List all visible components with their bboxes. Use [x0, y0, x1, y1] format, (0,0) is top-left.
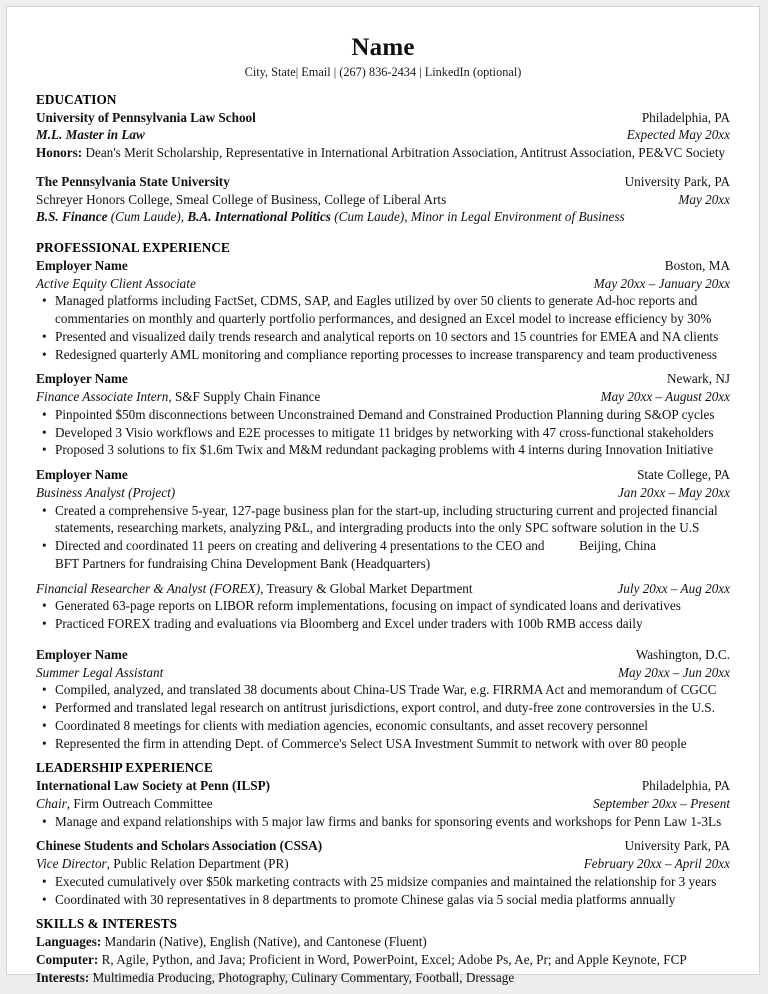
contact-line: City, State| Email | (267) 836-2434 | LinkedIn (optional) [244, 65, 522, 80]
job-bullet-location-row [55, 537, 730, 573]
job-role-title: Business Analyst (Project) [36, 484, 176, 500]
candidate-name: Name [351, 34, 415, 61]
education-degree: M.L. Master in Law [36, 127, 145, 143]
job-employer: Employer Name [36, 257, 128, 273]
leadership-bullet: • Coordinated with 30 representatives in 8 departments to promote Chinese galas via 5 social media platforms annually [36, 891, 730, 909]
job-employer: Employer Name [36, 467, 128, 483]
education-colleges-dates: May 20xx [678, 191, 730, 207]
job-subrole-bullet-list [36, 597, 730, 633]
resume-content [7, 7, 759, 986]
job-header [36, 370, 730, 388]
skills-value-interests: Multimedia Producing, Photography, Culinary Commentary, Football, Dressage [89, 969, 515, 985]
resume-page [6, 6, 760, 985]
job-subrole [36, 580, 483, 598]
education-school-name: University of Pennsylvania Law School [36, 109, 256, 125]
job-role-row [36, 275, 730, 293]
job-dates: May 20xx – Jun 20xx [617, 664, 730, 680]
job-role [36, 484, 185, 502]
job-role-title: Summer Legal Assistant [36, 664, 164, 680]
job-bullet: • Performed and translated legal research on antitrust jurisdictions, export control, and duty-free zone controversies in the U.S. [36, 699, 730, 717]
section-heading-skills-interests: SKILLS & INTERESTS [36, 916, 178, 932]
education-honors-label: Honors: [36, 145, 83, 161]
leadership-dates: September 20xx – Present [593, 795, 730, 811]
job-bullet: • Pinpointed $50m disconnections between Unconstrained Demand and Constrained Production Planning during S&OP cycles [36, 406, 730, 424]
job-employer: Employer Name [36, 371, 128, 387]
job-bullet: • Proposed 3 solutions to fix $1.6m Twix and M&M redundant packaging problems with 4 interns during Innovation Initiative [36, 441, 730, 459]
education-school-location: Philadelphia, PA [641, 109, 730, 125]
job-subrole-row [36, 580, 730, 598]
job-role-row [36, 664, 730, 682]
job-dates: May 20xx – August 20xx [600, 389, 730, 405]
education-school-name: The Pennsylvania State University [36, 173, 230, 189]
job-bullet: • Practiced FOREX trading and evaluations via Bloomberg and Excel under traders with 100b RMB access daily [36, 615, 730, 633]
job-bullet: • Developed 3 Visio workflows and E2E processes to mitigate 11 bridges by networking with 47 cross-functional stakeholders [36, 424, 730, 442]
education-degree-primary-honor: (Cum Laude) [110, 209, 181, 225]
education-degree-secondary: B.A. International Politics [187, 209, 335, 225]
job-bullet-with-location [36, 537, 730, 573]
job-location: Washington, D.C. [635, 646, 730, 662]
education-honors-row [36, 144, 730, 162]
leadership-header [36, 837, 730, 855]
leadership-bullet: • Executed cumulatively over $50k marketing contracts with 25 midsize companies and maintained the relationship for 3 years [36, 873, 730, 891]
section-heading-education: EDUCATION [36, 92, 117, 107]
skills-row-interests [36, 969, 730, 987]
leadership-header [36, 777, 730, 795]
job-bullet-list [36, 502, 730, 573]
education-degree-row [36, 126, 730, 144]
leadership-role [36, 795, 223, 813]
skills-value-computer: R, Agile, Python, and Java; Proficient in Word, PowerPoint, Excel; Adobe Ps, Ae, Pr; and Apple Keynote, FCP [98, 951, 687, 967]
education-degree-secondary-honor: (Cum Laude) [334, 209, 405, 225]
skills-row-computer [36, 951, 730, 969]
job-bullet-list [36, 406, 730, 459]
education-degree-row [36, 208, 730, 226]
job-header [36, 646, 730, 664]
job-role-row [36, 388, 730, 406]
job-bullet: • Represented the firm in attending Dept. of Commerce's Select USA Investment Summit to network with over 80 people [36, 735, 730, 753]
education-degree-minor: , Minor in Legal Environment of Business [404, 209, 625, 225]
leadership-bullet: • Manage and expand relationships with 5 major law firms and banks for sponsoring events and workshops for Penn Law 1-3Ls [36, 813, 730, 831]
job-role [36, 664, 173, 682]
job-bullet-list [36, 292, 730, 363]
education-degree-dates: Expected May 20xx [626, 127, 730, 143]
job-role-detail: , S&F Supply Chain Finance [168, 389, 321, 405]
education-colleges-row [36, 191, 730, 209]
section-heading-professional-experience: PROFESSIONAL EXPERIENCE [36, 240, 230, 256]
skills-row-languages [36, 933, 730, 951]
section-heading-leadership-experience: LEADERSHIP EXPERIENCE [36, 760, 213, 776]
leadership-role-title: Chair [36, 795, 67, 811]
job-secondary-location: Beijing, China [579, 538, 656, 554]
job-bullet: • Compiled, analyzed, and translated 38 documents about China-US Trade War, e.g. FIRRMA Act and memorandum of CGCC [36, 681, 730, 699]
leadership-role-row [36, 795, 730, 813]
job-location: Boston, MA [664, 257, 730, 273]
job-bullet-text: • Directed and coordinated 11 peers on creating and delivering 4 presentations to the CEO and BFT Partners for fundraising China Development Bank (Headquarters) [55, 538, 545, 571]
job-role [36, 388, 330, 406]
job-bullet: • Coordinated 8 meetings for clients with mediation agencies, economic consultants, and asset recovery personnel [36, 717, 730, 735]
leadership-role [36, 855, 299, 873]
education-school-location: University Park, PA [624, 173, 730, 189]
leadership-role-detail: , Firm Outreach Committee [66, 795, 213, 811]
leadership-location: Philadelphia, PA [641, 778, 730, 794]
education-entry-header [36, 173, 730, 191]
job-bullet: • Presented and visualized daily trends research and analytical reports on 10 sectors and 15 countries for EMEA and NA clients [36, 328, 730, 346]
leadership-dates: February 20xx – April 20xx [583, 856, 730, 872]
leadership-location: University Park, PA [624, 838, 730, 854]
job-role [36, 275, 206, 293]
job-location: Newark, NJ [667, 371, 730, 387]
job-employer: Employer Name [36, 646, 128, 662]
job-bullet: • Created a comprehensive 5-year, 127-page business plan for the start-up, including structuring current and projected financial statements, researching markets, analyzing P&L, and intergrading products into the only SPC software solution in the U.S [36, 502, 730, 538]
job-subrole-dates: July 20xx – Aug 20xx [617, 580, 730, 596]
job-bullet: • Generated 63-page reports on LIBOR reform implementations, focusing on impact of syndicated loans and derivatives [36, 597, 730, 615]
education-honors-text: Dean's Merit Scholarship, Representative in International Arbitration Association, Antitrust Association, PE&VC Society [82, 145, 726, 161]
leadership-role-detail: , Public Relation Department (PR) [106, 856, 289, 872]
leadership-bullet-list [36, 873, 730, 909]
skills-label-interests: Interests: [36, 969, 90, 985]
job-subrole-detail: , Treasury & Global Market Department [260, 580, 473, 596]
job-location: State College, PA [637, 467, 730, 483]
education-colleges: Schreyer Honors College, Smeal College of Business, College of Liberal Arts [36, 191, 447, 207]
skills-label-languages: Languages: [36, 934, 102, 949]
leadership-role-title: Vice Director [36, 856, 107, 872]
job-role-row [36, 484, 730, 502]
leadership-role-row [36, 855, 730, 873]
job-role-title: Active Equity Client Associate [36, 275, 196, 291]
job-bullet: • Managed platforms including FactSet, CDMS, SAP, and Eagles utilized by over 50 clients to generate Ad-hoc reports and commentaries on monthly and quarterly portfolio performances, and designed an Excel model to increase efficiency by 30% [36, 292, 730, 328]
job-role-title: Finance Associate Intern [36, 389, 169, 405]
education-degree-primary: B.S. Finance [36, 209, 111, 225]
job-dates: Jan 20xx – May 20xx [617, 484, 730, 500]
education-degree-separator: , [180, 209, 188, 225]
skills-label-computer: Computer: [36, 951, 99, 967]
job-subrole-title: Financial Researcher & Analyst (FOREX) [36, 580, 261, 596]
leadership-bullet-list [36, 813, 730, 831]
job-bullet: • Redesigned quarterly AML monitoring and compliance reporting processes to increase transparency and team productiveness [36, 346, 730, 364]
job-bullet-list [36, 681, 730, 752]
leadership-organization: International Law Society at Penn (ILSP) [36, 778, 271, 794]
skills-value-languages: Mandarin (Native), English (Native), and Cantonese (Fluent) [101, 934, 427, 949]
job-header [36, 466, 730, 484]
job-header [36, 257, 730, 275]
education-entry-header [36, 109, 730, 127]
leadership-organization: Chinese Students and Scholars Association (CSSA) [36, 838, 323, 854]
job-dates: May 20xx – January 20xx [593, 275, 730, 291]
